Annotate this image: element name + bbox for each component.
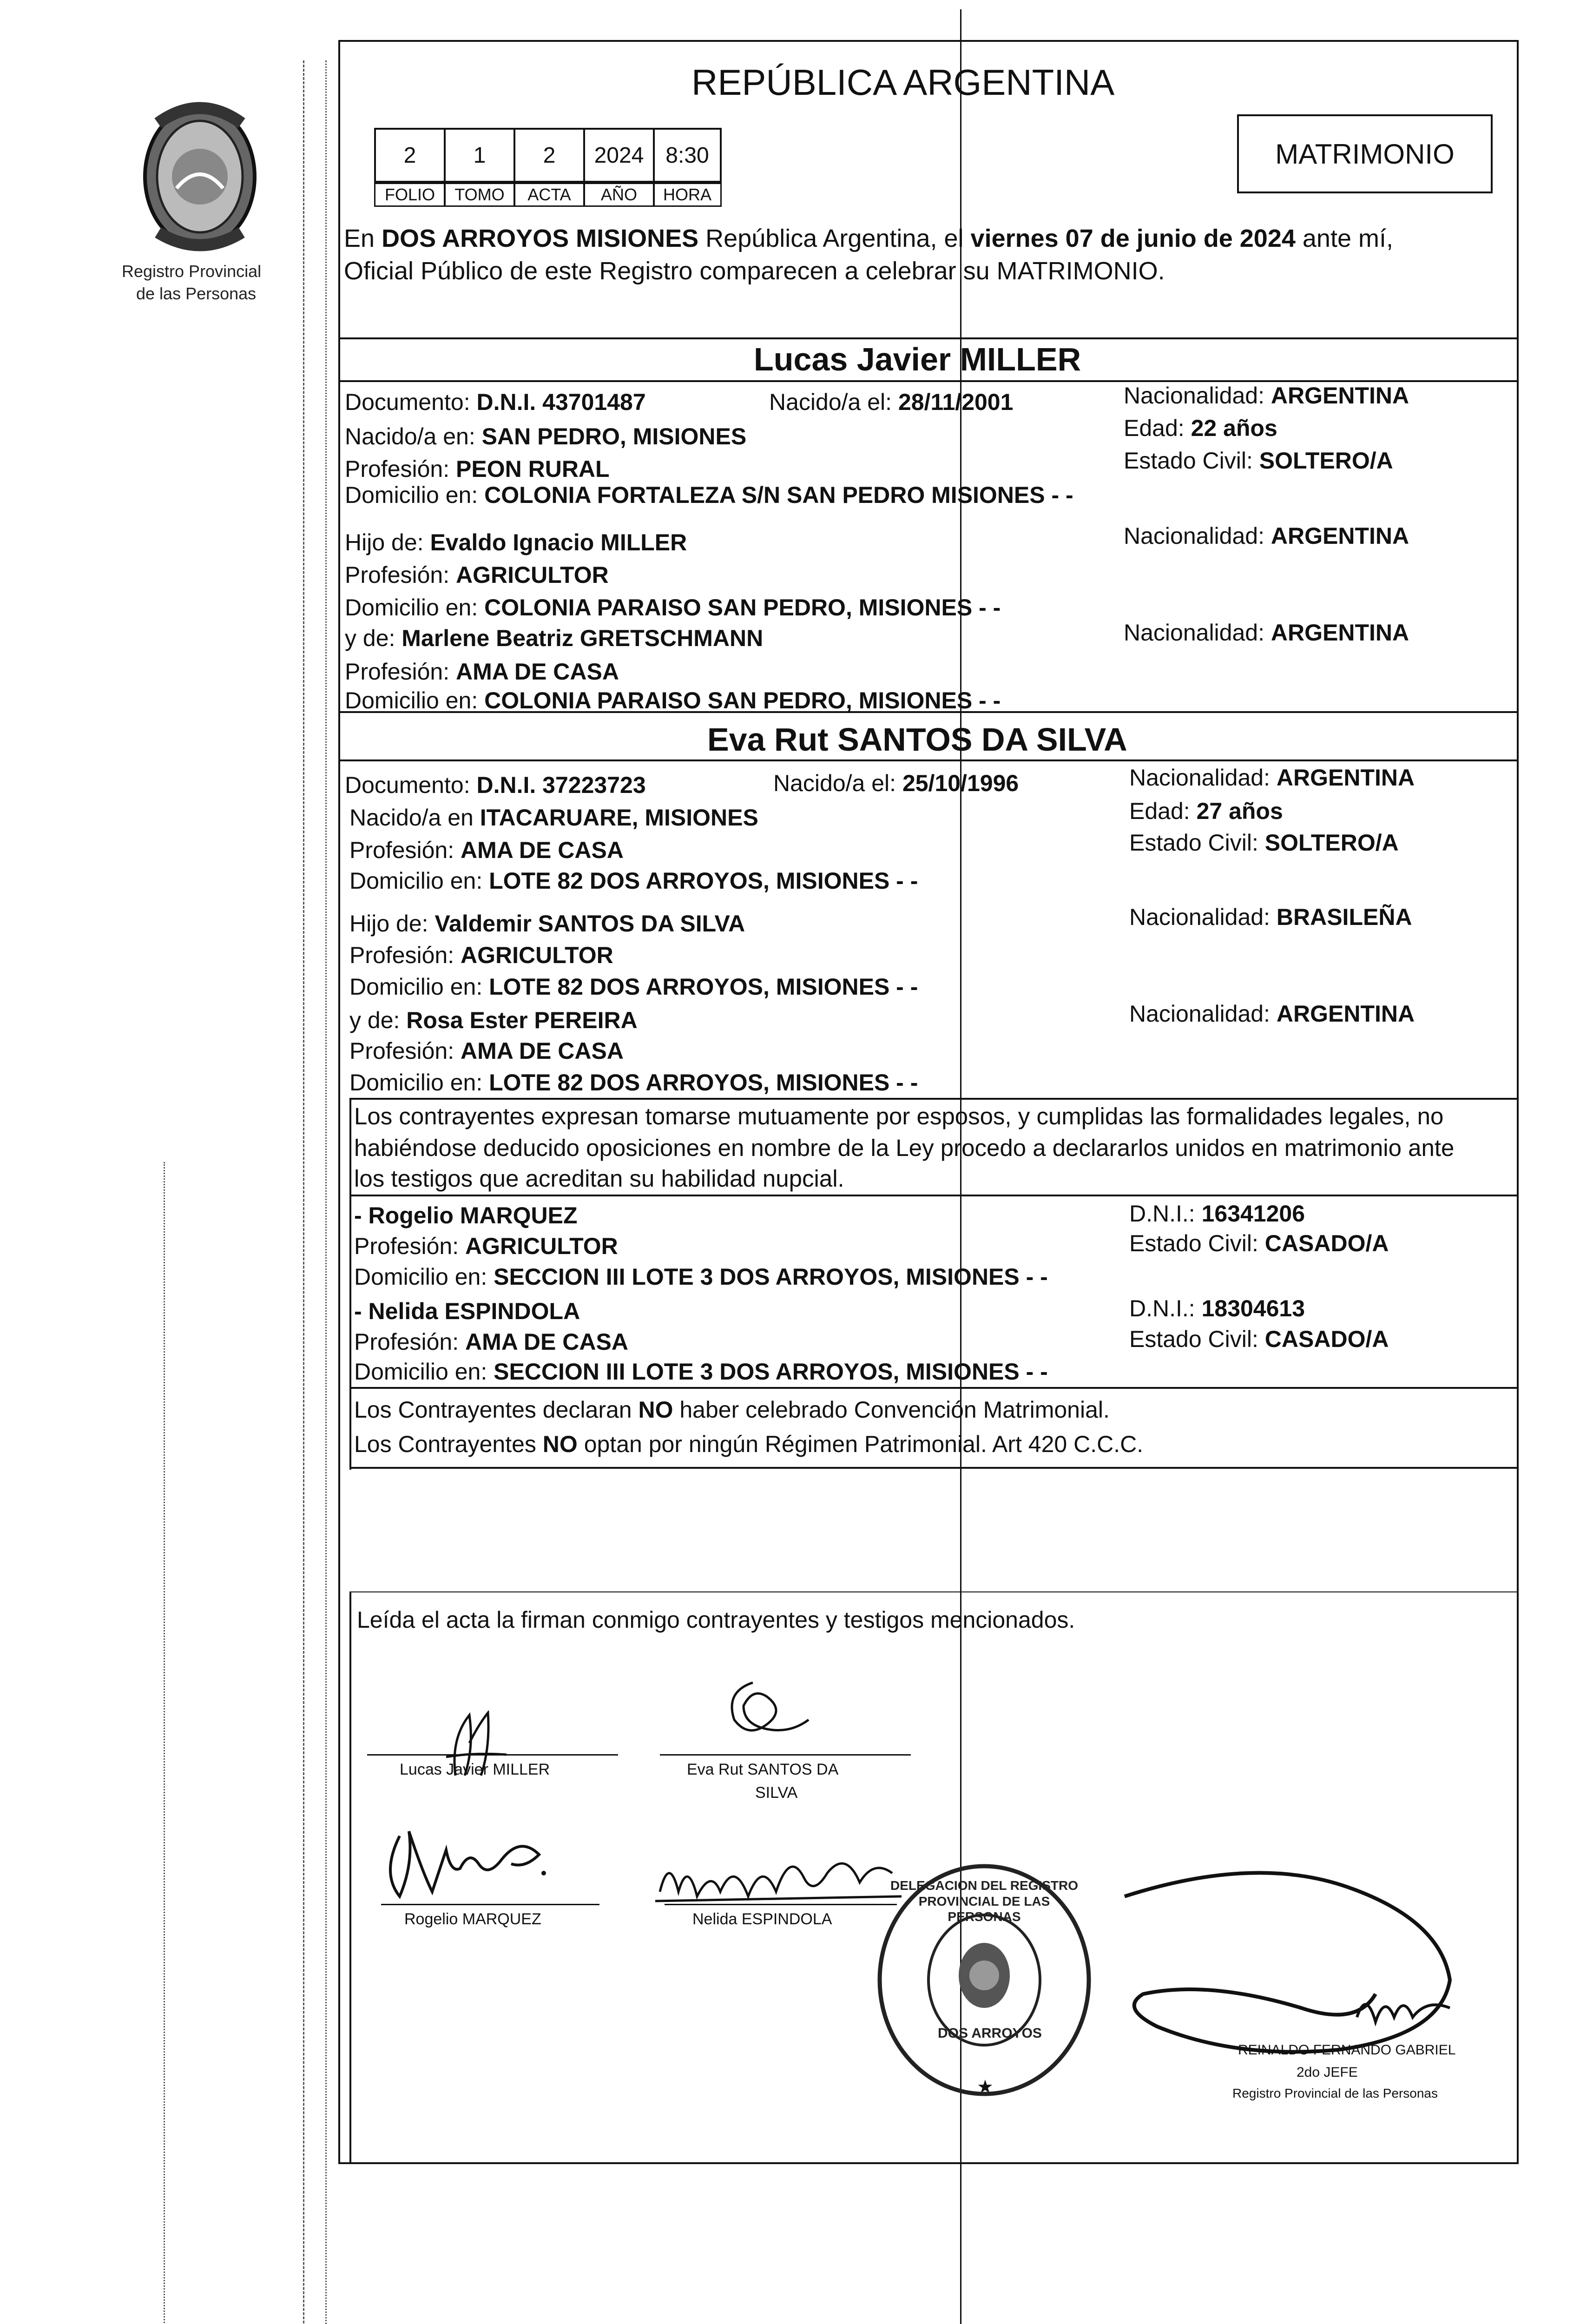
declaration-line-2: habiéndose deducido oposiciones en nombre de la Ley procedo a declararlos unidos en matrimonio ante <box>354 1135 1455 1161</box>
groom-father-nationality: Nacionalidad: ARGENTINA <box>1124 523 1409 549</box>
bride-father-nationality: Nacionalidad: BRASILEÑA <box>1129 904 1412 930</box>
folio-value: 2 <box>374 128 446 183</box>
country-title: REPÚBLICA ARGENTINA <box>691 62 1115 103</box>
groom-profession: Profesión: PEON RURAL <box>345 456 610 482</box>
divider <box>349 1467 1519 1469</box>
groom-document: Documento: D.N.I. 43701487 <box>345 389 646 415</box>
bride-mother: y de: Rosa Ester PEREIRA <box>349 1007 638 1033</box>
provincial-seal <box>132 95 267 258</box>
officer-signature <box>1115 1841 1534 2064</box>
folio-label: FOLIO <box>374 183 446 207</box>
margin-line <box>325 60 327 2324</box>
groom-mother-address: Domicilio en: COLONIA PARAISO SAN PEDRO, MISIONES - - <box>345 687 1001 713</box>
bride-mother-nationality: Nacionalidad: ARGENTINA <box>1129 1001 1415 1027</box>
divider <box>338 711 1519 713</box>
acta-label: ACTA <box>514 183 585 207</box>
groom-birthplace: Nacido/a en: SAN PEDRO, MISIONES <box>345 423 747 449</box>
place: DOS ARROYOS MISIONES <box>382 224 699 252</box>
bride-age: Edad: 27 años <box>1129 798 1283 824</box>
stamp-inner-text: DOS ARROYOS <box>938 2026 1042 2041</box>
act-type-box <box>1237 114 1493 193</box>
divider <box>338 380 1519 382</box>
witness2-dni: D.N.I.: 18304613 <box>1129 1295 1305 1321</box>
hora-label: HORA <box>653 183 722 207</box>
divider <box>349 1195 1519 1196</box>
bride-civil-status: Estado Civil: SOLTERO/A <box>1129 830 1399 856</box>
witness2-name: - Nelida ESPINDOLA <box>354 1298 580 1324</box>
divider <box>338 759 1519 761</box>
bride-nationality: Nacionalidad: ARGENTINA <box>1129 765 1415 791</box>
bride-father: Hijo de: Valdemir SANTOS DA SILVA <box>349 911 745 937</box>
witness2-profession: Profesión: AMA DE CASA <box>354 1329 628 1355</box>
regime-line-2: Los Contrayentes NO optan por ningún Régimen Patrimonial. Art 420 C.C.C. <box>354 1431 1144 1457</box>
witness1-civil-status: Estado Civil: CASADO/A <box>1129 1230 1389 1256</box>
registry-name-line2: de las Personas <box>136 284 257 303</box>
witness2-signature-name: Nelida ESPINDOLA <box>692 1910 832 1928</box>
groom-father-address: Domicilio en: COLONIA PARAISO SAN PEDRO, MISIONES - - <box>345 594 1001 621</box>
groom-father: Hijo de: Evaldo Ignacio MILLER <box>345 529 687 555</box>
intro-line-2: Oficial Público de este Registro comparecen a celebrar su MATRIMONIO. <box>344 257 1165 285</box>
groom-mother-profession: Profesión: AMA DE CASA <box>345 659 619 685</box>
witness1-name: - Rogelio MARQUEZ <box>354 1202 578 1228</box>
tomo-label: TOMO <box>444 183 515 207</box>
ano-value: 2024 <box>583 128 655 183</box>
signature-line <box>381 1904 599 1905</box>
bride-address: Domicilio en: LOTE 82 DOS ARROYOS, MISIONES - - <box>349 868 918 894</box>
margin-line <box>164 1162 165 2324</box>
signature-line <box>367 1754 618 1756</box>
bride-mother-address: Domicilio en: LOTE 82 DOS ARROYOS, MISIONES - - <box>349 1070 918 1096</box>
groom-name: Lucas Javier MILLER <box>754 341 1081 377</box>
witness1-signature <box>372 1817 558 1910</box>
section-border <box>349 1098 351 1470</box>
bride-birthdate: Nacido/a el: 25/10/1996 <box>773 770 1019 796</box>
closing-text: Leída el acta la firman conmigo contrayentes y testigos mencionados. <box>357 1607 1075 1633</box>
star-icon: ★ <box>977 2077 994 2097</box>
groom-father-profession: Profesión: AGRICULTOR <box>345 562 609 588</box>
declaration-line-1: Los contrayentes expresan tomarse mutuamente por esposos, y cumplidas las formalidades legales, no <box>354 1103 1444 1129</box>
date: viernes 07 de junio de 2024 <box>970 224 1296 252</box>
act-type-label: MATRIMONIO <box>1275 138 1455 170</box>
witness1-address: Domicilio en: SECCION III LOTE 3 DOS ARROYOS, MISIONES - - <box>354 1264 1048 1290</box>
section-border <box>349 1591 351 2163</box>
official-stamp <box>868 1859 1100 2101</box>
groom-civil-status: Estado Civil: SOLTERO/A <box>1124 448 1393 474</box>
officer-registry: Registro Provincial de las Personas <box>1232 2086 1438 2100</box>
groom-signature-name: Lucas Javier MILLER <box>400 1761 550 1778</box>
divider <box>349 1387 1519 1389</box>
regime-line-1: Los Contrayentes declaran NO haber celebrado Convención Matrimonial. <box>354 1397 1110 1423</box>
divider <box>349 1591 1519 1592</box>
groom-mother: y de: Marlene Beatriz GRETSCHMANN <box>345 625 764 651</box>
bride-mother-profession: Profesión: AMA DE CASA <box>349 1038 624 1064</box>
bride-father-profession: Profesión: AGRICULTOR <box>349 942 613 968</box>
registry-name-line1: Registro Provincial <box>122 262 262 281</box>
witness2-civil-status: Estado Civil: CASADO/A <box>1129 1326 1389 1352</box>
bride-profession: Profesión: AMA DE CASA <box>349 837 624 863</box>
witness1-signature-name: Rogelio MARQUEZ <box>404 1910 541 1928</box>
bride-signature-name-2: SILVA <box>755 1784 798 1802</box>
groom-address: Domicilio en: COLONIA FORTALEZA S/N SAN PEDRO MISIONES - - <box>345 482 1073 508</box>
signature-line <box>665 1904 897 1905</box>
declaration-line-3: los testigos que acreditan su habilidad nupcial. <box>354 1165 844 1192</box>
witness2-address: Domicilio en: SECCION III LOTE 3 DOS ARROYOS, MISIONES - - <box>354 1359 1048 1385</box>
groom-nationality: Nacionalidad: ARGENTINA <box>1124 383 1409 409</box>
margin-line <box>303 60 304 2324</box>
bride-document: Documento: D.N.I. 37223723 <box>345 772 646 798</box>
divider <box>349 1098 1519 1100</box>
officer-name: REINALDO FERNANDO GABRIEL <box>1238 2042 1456 2058</box>
tomo-value: 1 <box>444 128 515 183</box>
witness1-dni: D.N.I.: 16341206 <box>1129 1201 1305 1227</box>
signature-line <box>660 1754 911 1756</box>
ano-label: AÑO <box>583 183 655 207</box>
witness1-profession: Profesión: AGRICULTOR <box>354 1233 618 1259</box>
bride-signature-name-1: Eva Rut SANTOS DA <box>687 1761 839 1778</box>
hora-value: 8:30 <box>653 128 722 183</box>
groom-age: Edad: 22 años <box>1124 415 1277 441</box>
bride-father-address: Domicilio en: LOTE 82 DOS ARROYOS, MISIONES - - <box>349 974 918 1000</box>
divider <box>338 337 1519 339</box>
groom-birthdate: Nacido/a el: 28/11/2001 <box>769 389 1014 415</box>
officer-title: 2do JEFE <box>1297 2065 1358 2080</box>
bride-signature <box>716 1673 818 1757</box>
bride-name: Eva Rut SANTOS DA SILVA <box>707 721 1127 758</box>
stamp-outer-text: DELEGACION DEL REGISTRO PROVINCIAL DE LAS PERSONAS <box>890 1878 1078 1924</box>
acta-value: 2 <box>514 128 585 183</box>
groom-mother-nationality: Nacionalidad: ARGENTINA <box>1124 620 1409 646</box>
bride-birthplace: Nacido/a en ITACARUARE, MISIONES <box>349 805 758 831</box>
intro-line-1: En DOS ARROYOS MISIONES República Argentina, el viernes 07 de junio de 2024 ante mí, <box>344 224 1393 252</box>
